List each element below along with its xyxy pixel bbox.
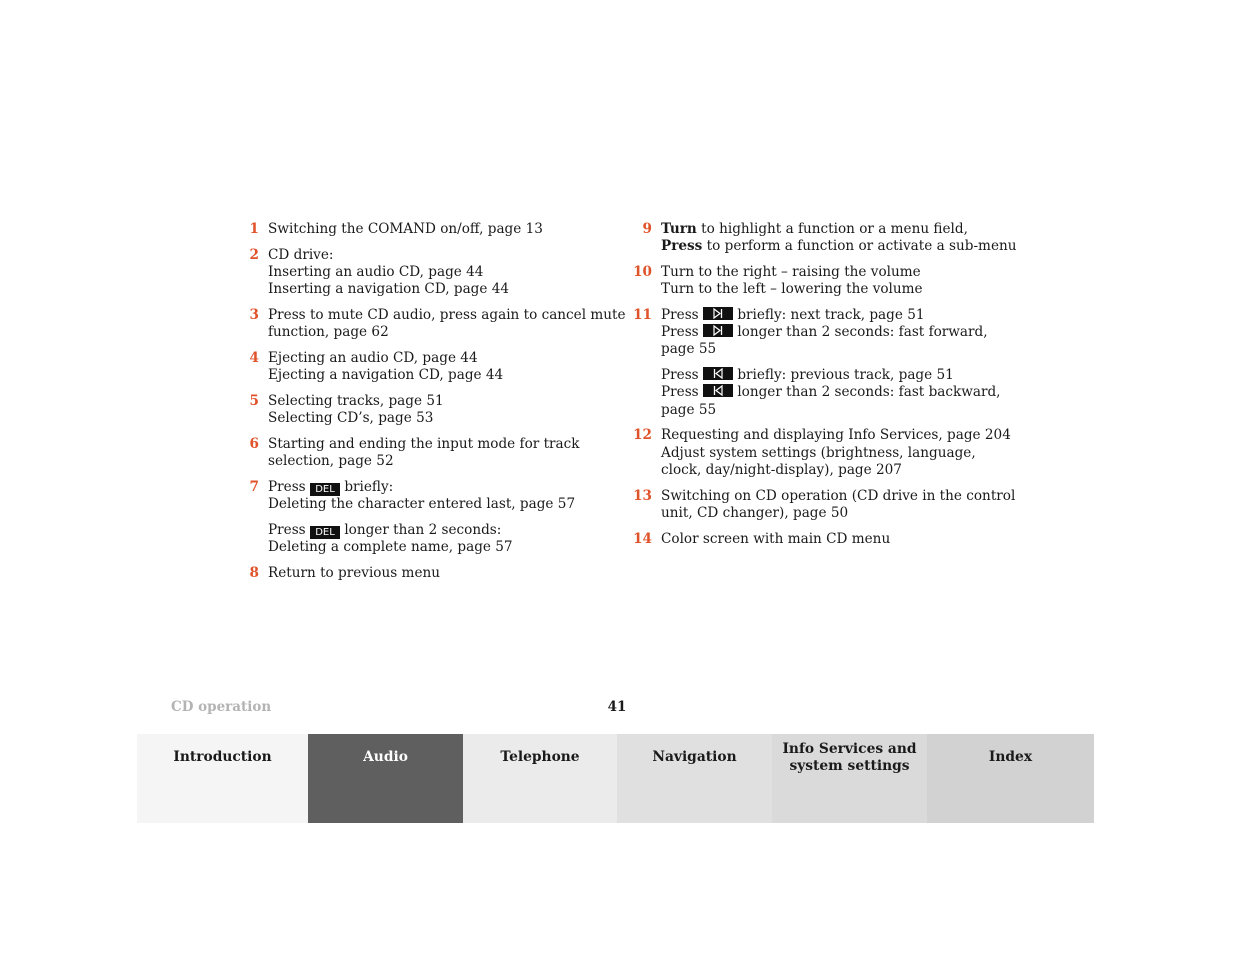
item-text: Turn to the left – lowering the volume	[661, 281, 923, 298]
tab-label: Introduction	[173, 749, 272, 765]
item-subgroup	[268, 522, 613, 556]
item-number: 12	[633, 427, 652, 444]
item-number: 14	[633, 530, 652, 547]
skip-forward-icon	[703, 307, 733, 320]
item-text: Press to mute CD audio, press again to cancel mute	[268, 307, 626, 323]
item-number: 9	[642, 221, 652, 237]
item-subgroup	[661, 367, 1010, 419]
item-text	[268, 479, 613, 496]
item-text: Starting and ending the input mode for track	[268, 436, 580, 452]
tab-info-services[interactable]	[772, 734, 927, 823]
item-text	[661, 384, 1010, 401]
item-text: Ejecting an audio CD, page 44	[268, 350, 478, 366]
press-word: Press	[268, 479, 306, 495]
item-number: 3	[249, 307, 259, 323]
tab-label: Telephone	[500, 749, 580, 765]
press-suffix: briefly:	[344, 479, 394, 495]
item-number: 2	[249, 246, 259, 263]
item-number: 8	[249, 565, 259, 581]
item-text: Inserting an audio CD, page 44	[268, 264, 484, 280]
skip-forward-icon	[703, 324, 733, 337]
legend-item-9	[630, 221, 1017, 255]
item-text	[661, 367, 1010, 384]
item-text	[661, 221, 1010, 238]
item-text: Inserting a navigation CD, page 44	[268, 281, 510, 298]
legend-item-13	[630, 487, 1016, 522]
press-word: Press	[661, 367, 699, 384]
item-number: 1	[249, 221, 259, 237]
legend-item-3	[243, 307, 626, 341]
tab-audio[interactable]	[308, 734, 463, 823]
skip-back-icon	[703, 384, 733, 397]
tab-label: system settings	[789, 758, 910, 774]
legend-item-1	[243, 221, 613, 238]
item-text: clock, day/night-display), page 207	[661, 461, 902, 478]
item-number: 10	[633, 264, 652, 280]
tab-index[interactable]	[927, 734, 1094, 823]
skip-back-icon	[703, 367, 733, 380]
legend-item-2	[243, 247, 613, 299]
press-word: Press	[661, 384, 699, 401]
legend-item-12	[630, 427, 1010, 479]
item-text: selection, page 52	[268, 453, 394, 470]
item-number: 7	[249, 479, 259, 495]
item-text: unit, CD changer), page 50	[661, 504, 849, 521]
item-text: Deleting a complete name, page 57	[268, 539, 513, 556]
tab-introduction[interactable]	[137, 734, 308, 823]
item-text: function, page 62	[268, 324, 389, 341]
item-text: Selecting CD’s, page 53	[268, 410, 434, 427]
section-label: CD operation	[171, 699, 272, 715]
legend-item-11	[630, 307, 1010, 419]
press-suffix: briefly: next track, page 51	[737, 307, 925, 323]
press-suffix: briefly: previous track, page 51	[737, 367, 954, 384]
press-suffix: longer than 2 seconds:	[344, 522, 502, 538]
item-number: 11	[633, 307, 652, 323]
item-text: Ejecting a navigation CD, page 44	[268, 367, 504, 384]
item-text: Selecting tracks, page 51	[268, 393, 444, 409]
item-text: Deleting the character entered last, page 57	[268, 496, 576, 513]
tab-label: Navigation	[652, 749, 737, 765]
item-number: 4	[249, 350, 259, 366]
tab-label: Info Services and	[782, 741, 917, 757]
item-text: page 55	[661, 341, 717, 358]
legend-right-column	[630, 221, 1017, 556]
press-word: Press	[661, 238, 703, 255]
item-number: 5	[249, 393, 259, 409]
item-text: Adjust system settings (brightness, language,	[661, 444, 976, 461]
press-word: Press	[661, 324, 699, 341]
item-text: Switching the COMAND on/off, page 13	[268, 221, 543, 237]
turn-description: to highlight a function or a menu field,	[701, 221, 968, 237]
press-description: to perform a function or activate a sub-menu	[706, 238, 1017, 255]
legend-item-14	[630, 531, 1010, 548]
item-text: Requesting and displaying Info Services, page 204	[661, 427, 1011, 444]
item-number: 13	[633, 487, 652, 504]
legend-left-column	[243, 221, 626, 591]
legend-item-6	[243, 436, 613, 470]
del-key-icon: DEL	[310, 526, 340, 539]
legend-item-10	[630, 264, 1010, 298]
legend-item-7	[243, 479, 613, 556]
press-word: Press	[661, 307, 699, 323]
chapter-tabs	[137, 734, 1094, 823]
press-suffix: longer than 2 seconds: fast backward,	[737, 384, 1001, 401]
press-word: Press	[268, 522, 306, 538]
legend-item-5	[243, 393, 613, 427]
item-text: Return to previous menu	[268, 565, 440, 581]
tab-telephone[interactable]	[463, 734, 617, 823]
item-number: 6	[249, 436, 259, 452]
item-text	[661, 324, 1010, 341]
item-text: page 55	[661, 401, 717, 418]
item-text: Turn to the right – raising the volume	[661, 264, 921, 280]
press-suffix: longer than 2 seconds: fast forward,	[737, 324, 988, 341]
page-number: 41	[607, 699, 627, 715]
item-text: Color screen with main CD menu	[661, 530, 891, 547]
tab-navigation[interactable]	[617, 734, 772, 823]
legend-item-4	[243, 350, 613, 384]
item-text: CD drive:	[268, 246, 334, 263]
turn-word: Turn	[661, 221, 697, 237]
item-text	[661, 238, 1017, 255]
item-text: Switching on CD operation (CD drive in the control	[661, 487, 1016, 504]
tab-label: Audio	[363, 749, 408, 765]
item-text	[268, 522, 613, 539]
tab-label: Index	[988, 749, 1033, 765]
del-key-icon: DEL	[310, 483, 340, 496]
legend-item-8	[243, 565, 613, 582]
item-text	[661, 307, 1010, 324]
